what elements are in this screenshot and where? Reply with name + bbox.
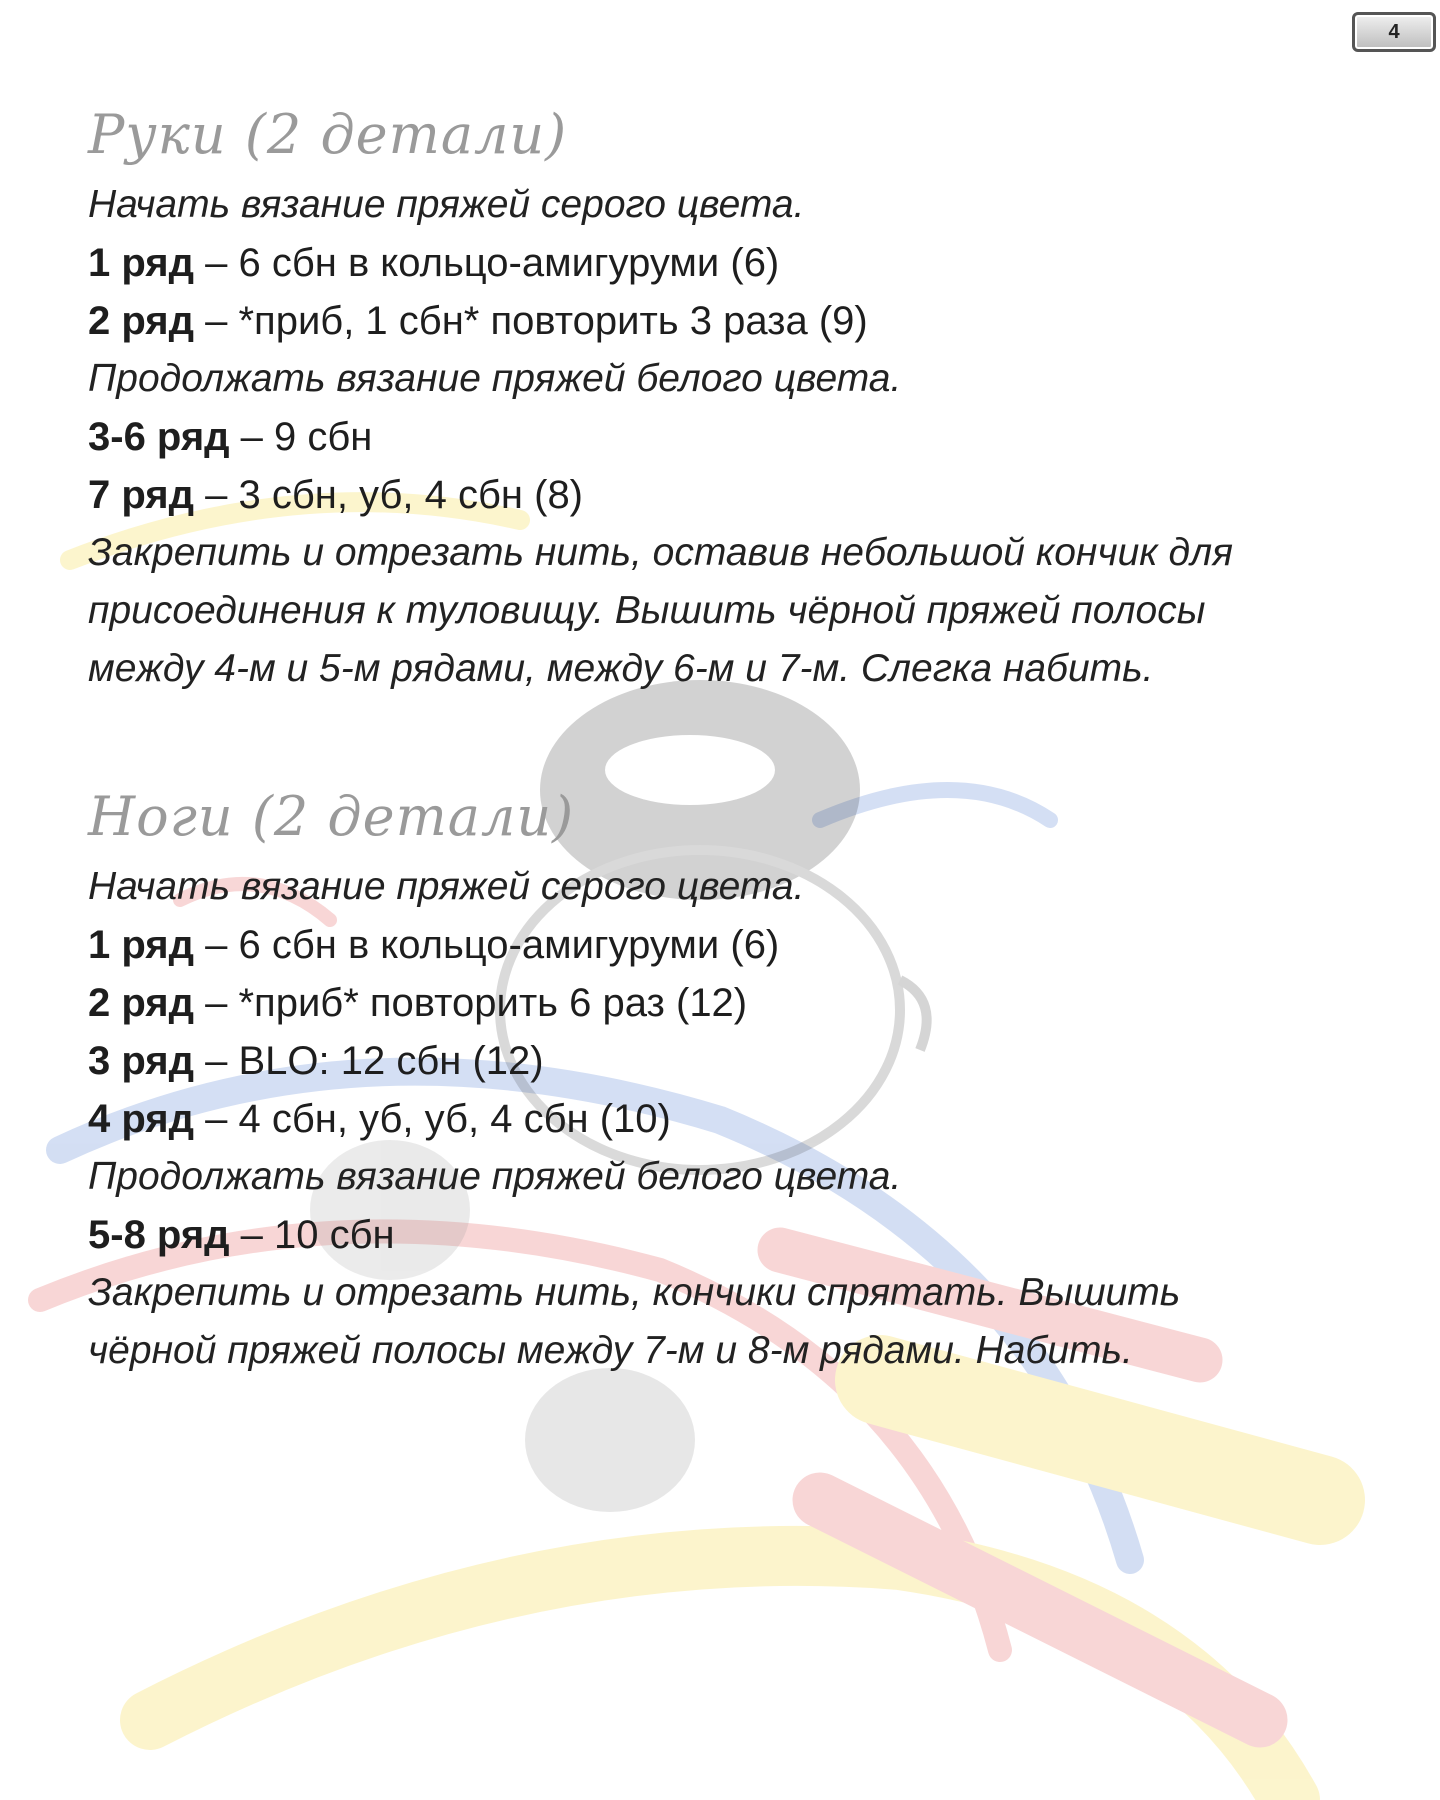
instruction-line: Закрепить и отрезать нить, кончики спрятать. Вышить [88, 1271, 1181, 1314]
row-label: 1 ряд [88, 241, 194, 285]
row-text: – BLO: 12 сбн (12) [194, 1039, 544, 1083]
row-instruction [88, 1090, 1378, 1148]
row-instruction [88, 408, 1378, 466]
row-text: – *приб, 1 сбн* повторить 3 раза (9) [194, 299, 868, 343]
row-instruction [88, 1032, 1378, 1090]
section-title: Ноги (2 детали) [88, 785, 575, 848]
row-label: 1 ряд [88, 923, 194, 967]
row-label: 3 ряд [88, 1039, 194, 1083]
section-title: Руки (2 детали) [88, 103, 568, 166]
section-legs [88, 776, 1378, 1380]
row-text: – 9 сбн [229, 415, 373, 459]
instruction-line: Продолжать вязание пряжей белого цвета. [88, 1155, 902, 1198]
row-label: 4 ряд [88, 1097, 194, 1141]
row-text: – 6 сбн в кольцо-амигуруми (6) [194, 923, 780, 967]
row-instruction [88, 292, 1378, 350]
row-text: – 4 сбн, уб, уб, 4 сбн (10) [194, 1097, 671, 1141]
instruction-line: Закрепить и отрезать нить, оставив небольшой кончик для [88, 531, 1233, 574]
row-label: 5-8 ряд [88, 1213, 230, 1257]
row-label: 3-6 ряд [88, 415, 230, 459]
section-arms [88, 94, 1378, 698]
instruction-line: Начать вязание пряжей серого цвета. [88, 183, 805, 226]
row-instruction [88, 466, 1378, 524]
row-text: – 6 сбн в кольцо-амигуруми (6) [194, 241, 780, 285]
row-label: 2 ряд [88, 981, 194, 1025]
instruction-line: присоединения к туловищу. Вышить чёрной пряжей полосы [88, 589, 1206, 632]
instruction-line: Начать вязание пряжей серого цвета. [88, 865, 805, 908]
row-text: – 3 сбн, уб, 4 сбн (8) [194, 473, 584, 517]
instruction-line: между 4-м и 5-м рядами, между 6-м и 7-м. Слегка набить. [88, 647, 1154, 690]
document-content [88, 94, 1378, 1380]
row-instruction [88, 1206, 1378, 1264]
row-instruction [88, 234, 1378, 292]
row-instruction [88, 974, 1378, 1032]
instruction-line: Продолжать вязание пряжей белого цвета. [88, 357, 902, 400]
row-text: – *приб* повторить 6 раз (12) [194, 981, 748, 1025]
page-number-badge: 4 [1352, 12, 1436, 52]
row-text: – 10 сбн [229, 1213, 395, 1257]
row-label: 7 ряд [88, 473, 194, 517]
row-instruction [88, 916, 1378, 974]
instruction-line: чёрной пряжей полосы между 7-м и 8-м рядами. Набить. [88, 1329, 1133, 1372]
row-label: 2 ряд [88, 299, 194, 343]
